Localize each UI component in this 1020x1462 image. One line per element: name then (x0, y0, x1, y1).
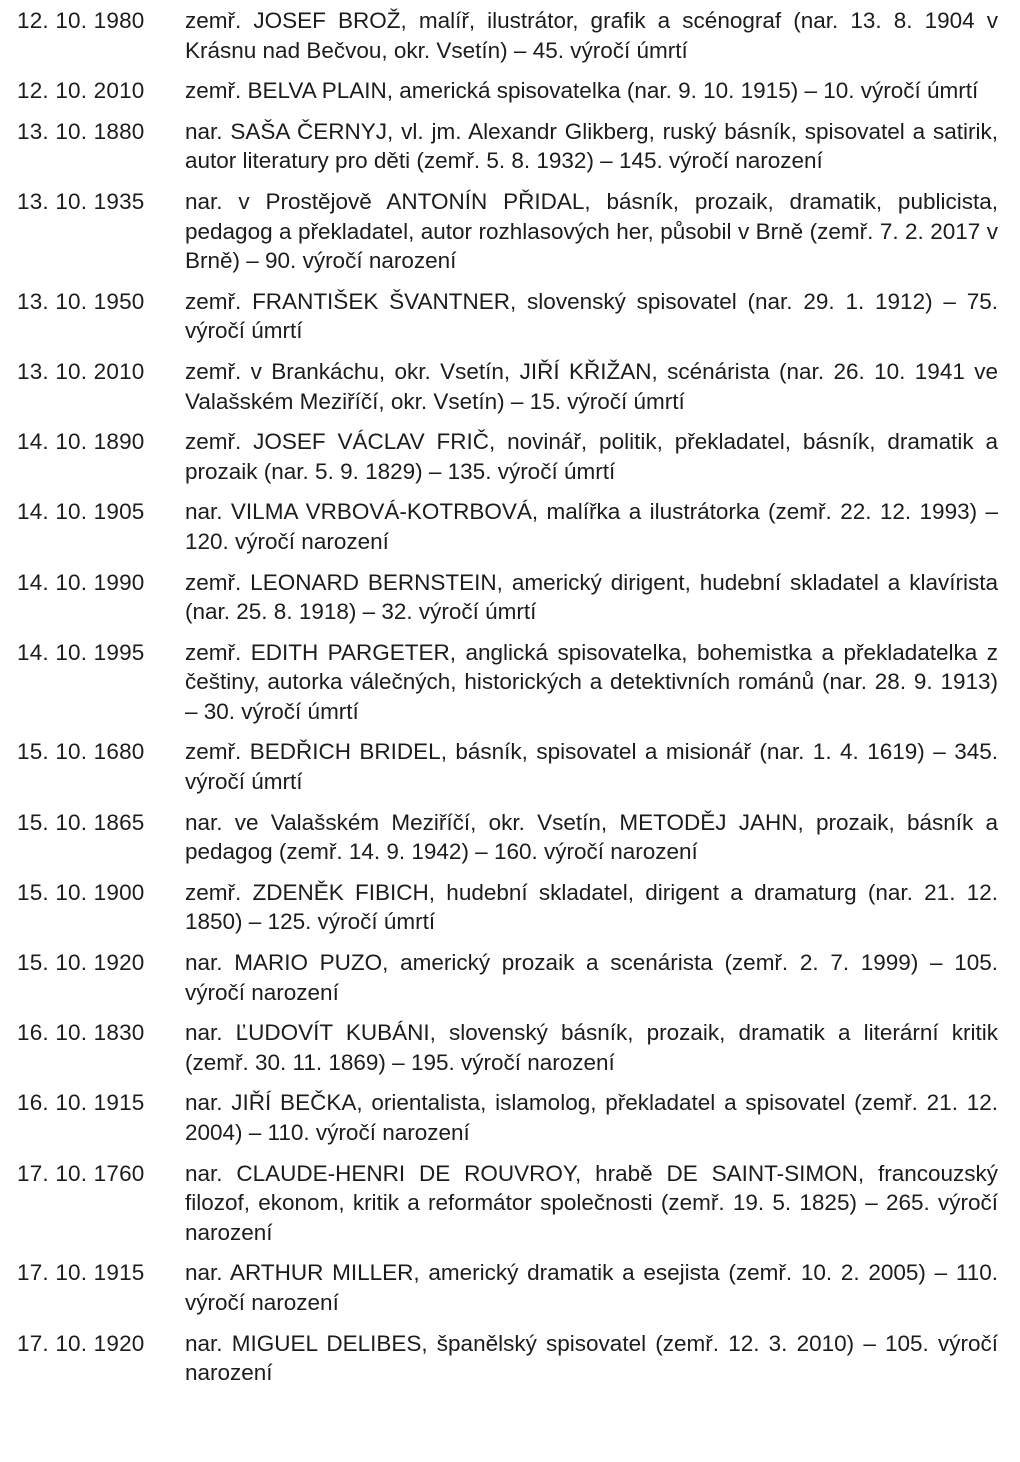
entry-date: 12. 10. 1980 (17, 8, 145, 33)
entry-date: 15. 10. 1900 (17, 879, 145, 905)
entry-date: 14. 10. 1995 (17, 639, 145, 665)
entry-text: nar. ARTHUR MILLER, americký dramatik a esejista (zemř. 10. 2. 2005) – 110. výročí narození (185, 1260, 998, 1315)
entry-text: zemř. v Brankáchu, okr. Vsetín, JIŘÍ KŘIŽAN, scénárista (nar. 26. 10. 1941 ve Valašském Meziříčí, okr. Vsetín) – 15. výročí úmrtí (185, 358, 998, 414)
entry-text: nar. VILMA VRBOVÁ-KOTRBOVÁ, malířka a ilustrátorka (zemř. 22. 12. 1993) – 120. výročí narození (185, 499, 998, 554)
list-item (17, 638, 998, 727)
list-item (17, 6, 998, 65)
list-item (17, 76, 998, 106)
entry-date: 15. 10. 1865 (17, 809, 145, 835)
entry-date: 16. 10. 1915 (17, 1090, 145, 1116)
list-item (17, 497, 998, 556)
entry-text: zemř. JOSEF VÁCLAV FRIČ, novinář, politik, překladatel, básník, dramatik a prozaik (nar. 5. 9. 1829) – 135. výročí úmrtí (185, 429, 998, 484)
entry-date: 13. 10. 1935 (17, 188, 145, 214)
list-item (17, 117, 998, 176)
entry-text: zemř. JOSEF BROŽ, malíř, ilustrátor, grafik a scénograf (nar. 13. 8. 1904 v Krásnu nad Bečvou, okr. Vsetín) – 45. výročí úmrtí (185, 8, 998, 63)
list-item (17, 427, 998, 486)
entry-text: nar. ĽUDOVÍT KUBÁNI, slovenský básník, prozaik, dramatik a literární kritik (zemř. 30. 11. 1869) – 195. výročí narození (185, 1020, 998, 1075)
list-item (17, 1018, 998, 1077)
list-item (17, 878, 998, 937)
entry-date: 17. 10. 1760 (17, 1160, 145, 1186)
entry-date: 17. 10. 1915 (17, 1260, 145, 1286)
entry-date: 15. 10. 1920 (17, 950, 145, 976)
entry-text: nar. JIŘÍ BEČKA, orientalista, islamolog, překladatel a spisovatel (zemř. 21. 12. 2004) – 110. výročí narození (185, 1090, 998, 1145)
entry-text: zemř. ZDENĚK FIBICH, hudební skladatel, dirigent a dramaturg (nar. 21. 12. 1850) – 125. výročí úmrtí (185, 879, 998, 935)
list-item (17, 1088, 998, 1147)
list-item (17, 1258, 998, 1317)
entry-date: 16. 10. 1830 (17, 1020, 145, 1046)
entry-date: 13. 10. 1880 (17, 118, 145, 144)
list-item (17, 948, 998, 1007)
list-item (17, 1159, 998, 1248)
entry-date: 12. 10. 2010 (17, 78, 145, 104)
list-item (17, 737, 998, 796)
entry-text: nar. MARIO PUZO, americký prozaik a scenárista (zemř. 2. 7. 1999) – 105. výročí narození (185, 950, 998, 1005)
entry-text: nar. CLAUDE-HENRI DE ROUVROY, hrabě DE SAINT-SIMON, francouzský filozof, ekonom, kritik a reformátor společnosti (zemř. 19. 5. 1825) – 265. výročí narození (185, 1160, 998, 1245)
entry-date: 14. 10. 1890 (17, 429, 145, 455)
entry-date: 13. 10. 2010 (17, 358, 145, 384)
list-item (17, 808, 998, 867)
entry-date: 15. 10. 1680 (17, 739, 145, 765)
entry-text: zemř. FRANTIŠEK ŠVANTNER, slovenský spisovatel (nar. 29. 1. 1912) – 75. výročí úmrtí (185, 288, 998, 344)
list-item (17, 187, 998, 276)
entry-text: zemř. BELVA PLAIN, americká spisovatelka (nar. 9. 10. 1915) – 10. výročí úmrtí (185, 78, 979, 104)
entry-text: zemř. BEDŘICH BRIDEL, básník, spisovatel a misionář (nar. 1. 4. 1619) – 345. výročí úmrtí (185, 739, 998, 795)
entry-text: zemř. EDITH PARGETER, anglická spisovatelka, bohemistka a překladatelka z češtiny, autorka válečných, historických a detektivních románů (nar. 28. 9. 1913) – 30. výročí úmrtí (185, 639, 998, 724)
entry-date: 14. 10. 1905 (17, 499, 145, 525)
entry-date: 14. 10. 1990 (17, 569, 145, 595)
entry-text: zemř. LEONARD BERNSTEIN, americký dirigent, hudební skladatel a klavírista (nar. 25. 8. 1918) – 32. výročí úmrtí (185, 569, 998, 625)
entry-text: nar. SAŠA ČERNYJ, vl. jm. Alexandr Glikberg, ruský básník, spisovatel a satirik, autor literatury pro děti (zemř. 5. 8. 1932) – 145. výročí narození (185, 118, 998, 174)
entry-text: nar. ve Valašském Meziříčí, okr. Vsetín, METODĚJ JAHN, prozaik, básník a pedagog (zemř. 14. 9. 1942) – 160. výročí narození (185, 809, 998, 865)
list-item (17, 1329, 998, 1388)
list-item (17, 357, 998, 416)
list-item (17, 568, 998, 627)
list-item (17, 287, 998, 346)
entry-date: 17. 10. 1920 (17, 1330, 145, 1356)
entry-text: nar. v Prostějově ANTONÍN PŘIDAL, básník, prozaik, dramatik, publicista, pedagog a překladatel, autor rozhlasových her, působil v Brně (zemř. 7. 2. 2017 v Brně) – 90. výročí narození (185, 188, 998, 274)
entry-text: nar. MIGUEL DELIBES, španělský spisovatel (zemř. 12. 3. 2010) – 105. výročí narození (185, 1330, 998, 1386)
entry-date: 13. 10. 1950 (17, 288, 145, 314)
